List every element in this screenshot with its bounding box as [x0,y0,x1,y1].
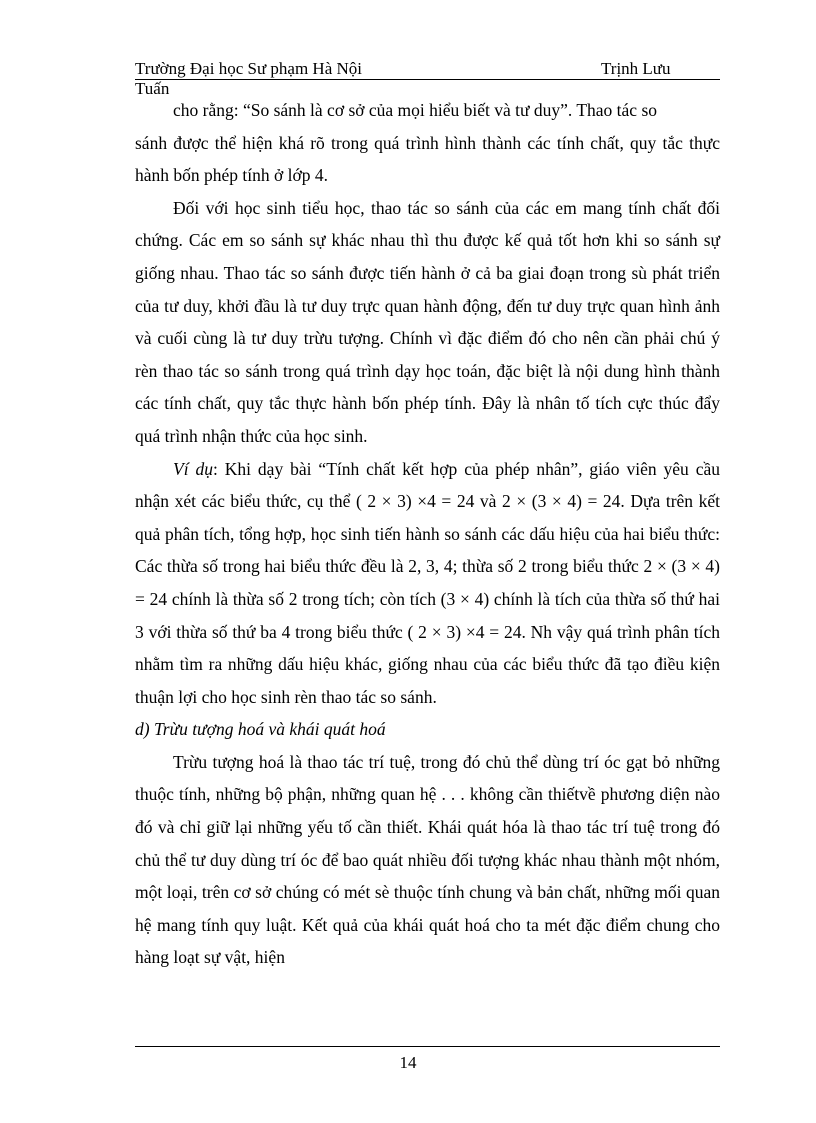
document-body [135,94,720,974]
section-heading-d: d) Trừu tượng hoá và khái quát hoá [135,719,386,740]
paragraph-3 [135,453,720,714]
example-text: : Khi dạy bài “Tính chất kết hợp của phép nhân”, giáo viên yêu cầu nhận xét các biểu thức, cụ thể ( 2 × 3) ×4 = 24 và 2 × (3 × 4) = 24. Dựa trên kết quả phân tích, tổng hợp, học sinh tiến hành so sánh các dấu hiệu của hai biểu thức: Các thừa số trong hai biểu thức đều là 2, 3, 4; thừa số 2 trong biểu thức 2 × (3 × 4) = 24 chính là thừa số 2 trong tích; còn tích (3 × 4) chính là tích của thừa số thứ hai 3 với thừa số thứ ba 4 trong biểu thức ( 2 × 3) ×4 = 24. Nh vậy quá trình phân tích nhằm tìm ra những dấu hiệu khác, giống nhau của các biểu thức đã tạo điều kiện thuận lợi cho học sinh rèn thao tác so sánh. [135,458,720,707]
page-number: 14 [399,1053,417,1072]
page-header [135,59,720,80]
example-label: Ví dụ [173,458,213,479]
paragraph-4: Trừu tượng hoá là thao tác trí tuệ, trong đó chủ thể dùng trí óc gạt bỏ những thuộc tính, những bộ phận, những quan hệ . . . không cần thiếtvề phương diện nào đó và chỉ giữ lại những yếu tố cần thiết. Khái quát hóa là thao tác trí tuệ trong đó chủ thể tư duy dùng trí óc để bao quát nhiều đối tượng khác nhau thành một nhóm, một loại, trên cơ sở chúng có mét sè thuộc tính chung và bản chất, những mối quan hệ mang tính quy luật. Kết quả của khái quát hoá cho ta mét đặc điểm chung cho hàng loạt sự vật, hiện [135,751,720,968]
paragraph-2: Đối với học sinh tiểu học, thao tác so sánh của các em mang tính chất đối chứng. Các em so sánh sự khác nhau thì thu được kế quả tốt hơn khi so sánh sự giống nhau. Thao tác so sánh được tiến hành ở cả ba giai đoạn trong sù phát triển của tư duy, khởi đầu là tư duy trực quan hành động, đến tư duy trực quan hình ảnh và cuối cùng là tư duy trừu tượng. Chính vì đặc điểm đó cho nên cần phải chú ý rèn thao tác so sánh trong quá trình dạy học toán, đặc biệt là nội dung hình thành các tính chất, quy tắc thực hành bốn phép tính. Đây là nhân tố tích cực thúc đẩy quá trình nhận thức của học sinh. [135,197,720,446]
footer-divider [135,1046,720,1047]
paragraph-1-first-line: cho rằng: “So sánh là cơ sở của mọi hiểu biết và tư duy”. Thao tác so [173,100,658,120]
header-author: Trịnh Lưu [601,59,671,78]
paragraph-1-rest: sánh được thể hiện khá rõ trong quá trình hình thành các tính chất, quy tắc thực hành bốn phép tính ở lớp 4. [135,132,720,186]
header-school: Trường Đại học Sư phạm Hà Nội [135,59,363,78]
header-author-wrap: Tuấn [135,79,170,98]
